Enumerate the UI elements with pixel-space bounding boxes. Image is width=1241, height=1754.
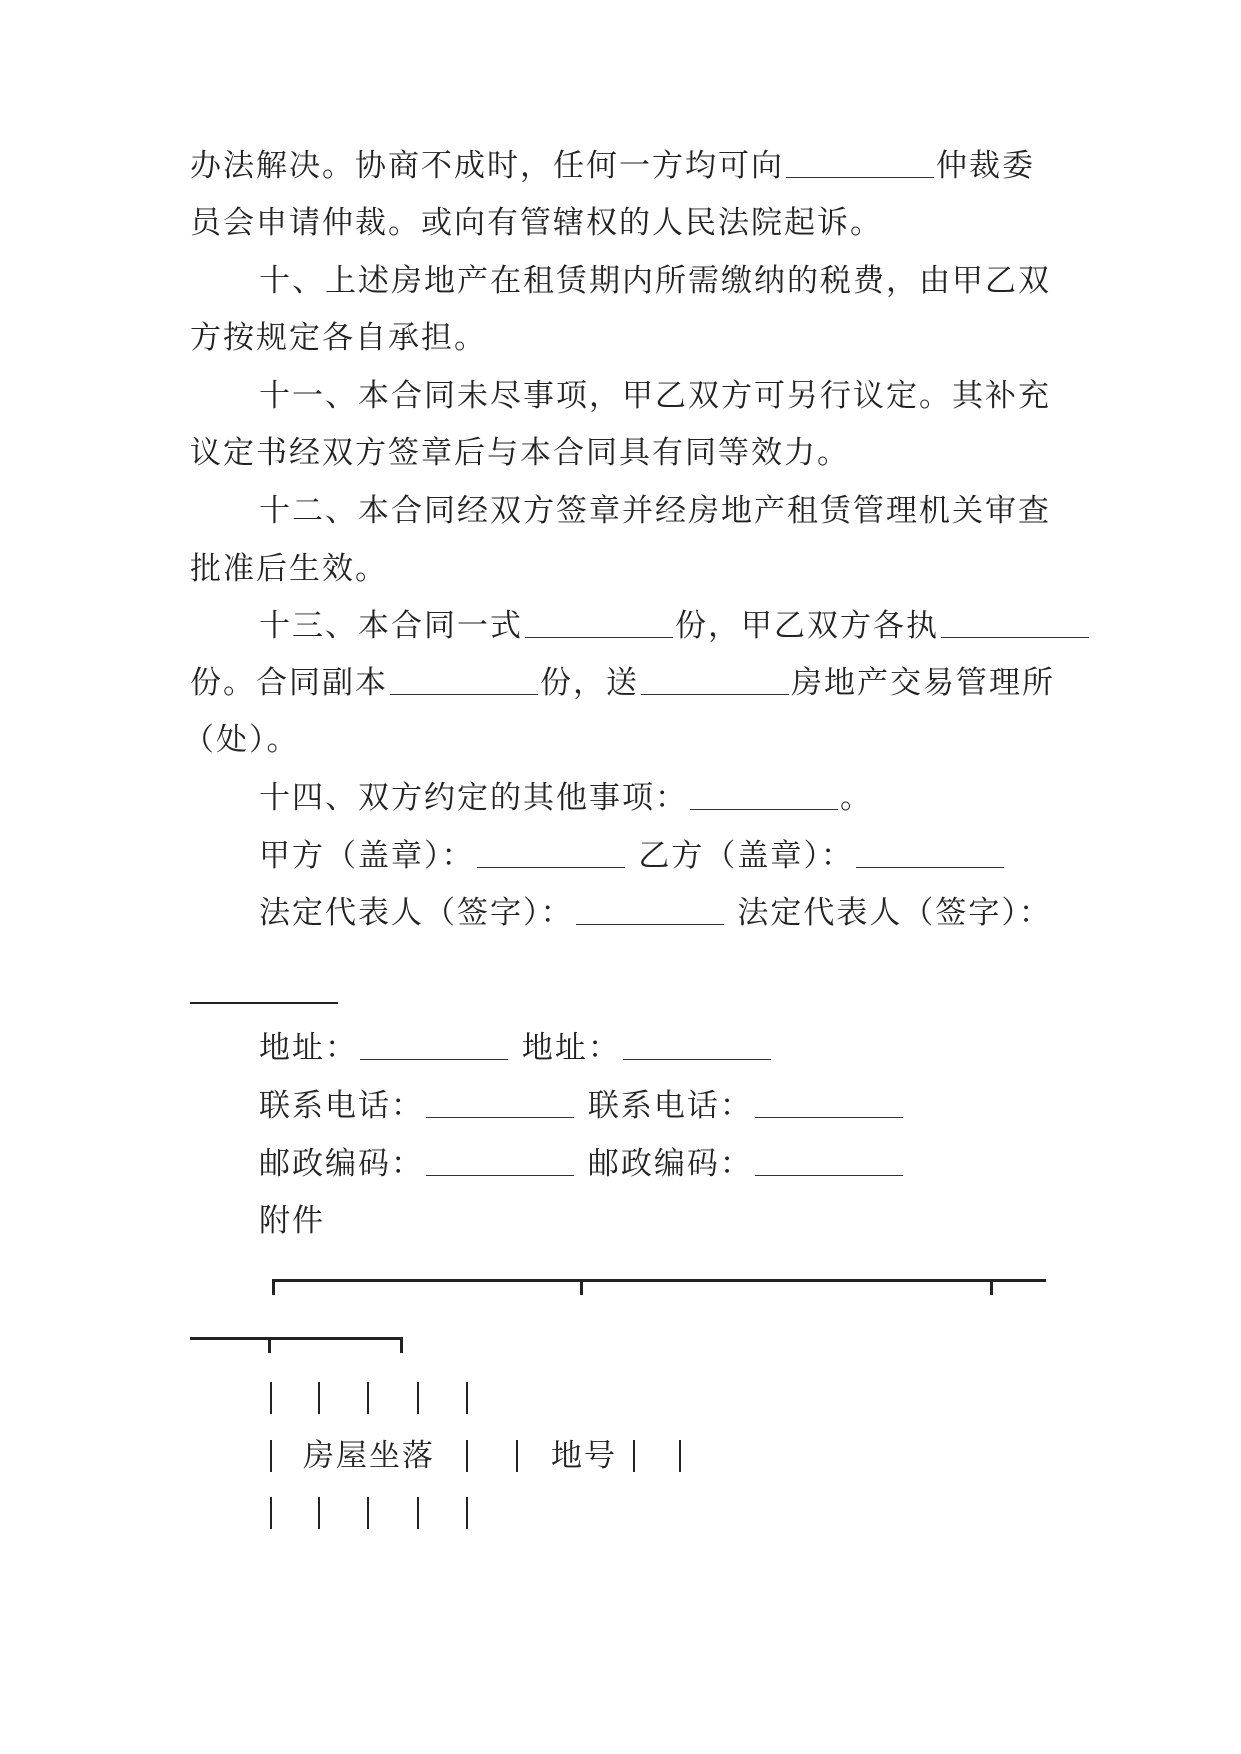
table-vbar	[318, 1382, 320, 1414]
text-segment: 份，甲乙双方各执	[675, 608, 939, 644]
blank-address-a	[360, 1031, 508, 1060]
lot-number-label: 地号	[551, 1438, 617, 1474]
table-vbar	[417, 1497, 419, 1529]
table-vbar	[270, 1382, 272, 1414]
paragraph-11-line-2: 议定书经双方签章后与本合同具有同等效力。	[190, 435, 850, 471]
phone-a-label: 联系电话：	[259, 1088, 424, 1124]
blank-exchange-office	[641, 666, 789, 695]
table-vbar	[466, 1382, 468, 1414]
party-a-seal-label: 甲方（盖章）：	[259, 838, 475, 874]
blank-duplicate-copies	[390, 666, 538, 695]
paragraph-10-line-1: 十、上述房地产在租赁期内所需缴纳的税费，由甲乙双	[259, 263, 1051, 299]
text-segment: 房地产交易管理所	[791, 665, 1055, 701]
table-top-divider-2	[990, 1279, 993, 1295]
blank-party-a-seal	[477, 839, 625, 868]
blank-postcode-b	[755, 1147, 903, 1176]
table-top-border-wrap	[190, 1337, 402, 1340]
table-vbar	[466, 1440, 468, 1472]
blank-phone-a	[426, 1089, 574, 1118]
table-top-divider-1	[580, 1279, 583, 1295]
paragraph-11-line-1: 十一、本合同未尽事项，甲乙双方可另行议定。其补充	[259, 378, 1051, 414]
table-top-left-corner	[272, 1279, 275, 1295]
table-vbar	[466, 1497, 468, 1529]
paragraph-9-line-1	[190, 146, 1035, 186]
text-segment: 份，送	[540, 665, 639, 701]
blank-other-matters	[690, 781, 838, 810]
party-b-seal-label: 乙方（盖章）：	[638, 838, 854, 874]
phone-line	[259, 1086, 905, 1126]
paragraph-12-line-1: 十二、本合同经双方签章并经房地产租赁管理机关审查	[259, 493, 1051, 529]
postcode-b-label: 邮政编码：	[587, 1146, 753, 1182]
blank-copies-each	[941, 609, 1089, 638]
blank-arbitration-committee	[786, 149, 934, 178]
blank-copies-total	[525, 609, 673, 638]
table-top-divider-3	[268, 1337, 271, 1353]
blank-postcode-a	[426, 1147, 574, 1176]
table-vbar	[270, 1440, 272, 1472]
text-segment: 份。合同副本	[190, 665, 388, 701]
table-vbar	[367, 1382, 369, 1414]
text-segment: 十四、双方约定的其他事项：	[259, 780, 688, 816]
postcode-a-label: 邮政编码：	[259, 1146, 424, 1182]
phone-b-label: 联系电话：	[587, 1088, 753, 1124]
paragraph-12-line-2: 批准后生效。	[190, 551, 388, 587]
postcode-line	[259, 1144, 905, 1184]
table-vbar	[417, 1382, 419, 1414]
paragraph-13-line-1	[259, 606, 1091, 646]
blank-address-b	[623, 1031, 771, 1060]
blank-legal-rep-b	[190, 1002, 338, 1004]
blank-phone-b	[755, 1089, 903, 1118]
paragraph-14-line	[259, 778, 873, 818]
address-a-label: 地址：	[259, 1030, 358, 1066]
blank-party-b-seal	[856, 839, 1004, 868]
text-segment: 仲裁委	[936, 148, 1035, 184]
house-location-label: 房屋坐落	[303, 1438, 435, 1474]
table-vbar	[516, 1440, 518, 1472]
paragraph-9-line-2: 员会申请仲裁。或向有管辖权的人民法院起诉。	[190, 205, 883, 241]
address-b-label: 地址：	[521, 1030, 621, 1066]
paragraph-10-line-2: 方按规定各自承担。	[190, 320, 487, 356]
legal-rep-a-label: 法定代表人（签字）：	[259, 895, 574, 931]
seal-line	[259, 836, 1006, 876]
legal-rep-b-label: 法定代表人（签字）：	[737, 895, 1052, 931]
table-vbar	[318, 1497, 320, 1529]
table-vbar	[633, 1440, 635, 1472]
table-vbar	[270, 1497, 272, 1529]
legal-rep-line	[259, 893, 1052, 933]
text-segment: 办法解决。协商不成时，任何一方均可向	[190, 148, 784, 184]
table-vbar	[367, 1497, 369, 1529]
attachment-title: 附件	[259, 1203, 325, 1239]
text-segment: 十三、本合同一式	[259, 608, 523, 644]
address-line	[259, 1028, 773, 1068]
paragraph-13-line-3: （处）。	[183, 722, 300, 758]
table-top-right-corner	[400, 1337, 403, 1353]
text-segment: 。	[840, 780, 873, 816]
table-vbar	[679, 1440, 681, 1472]
paragraph-13-line-2	[190, 663, 1055, 703]
blank-legal-rep-a	[576, 896, 724, 925]
table-top-border	[272, 1279, 1046, 1282]
